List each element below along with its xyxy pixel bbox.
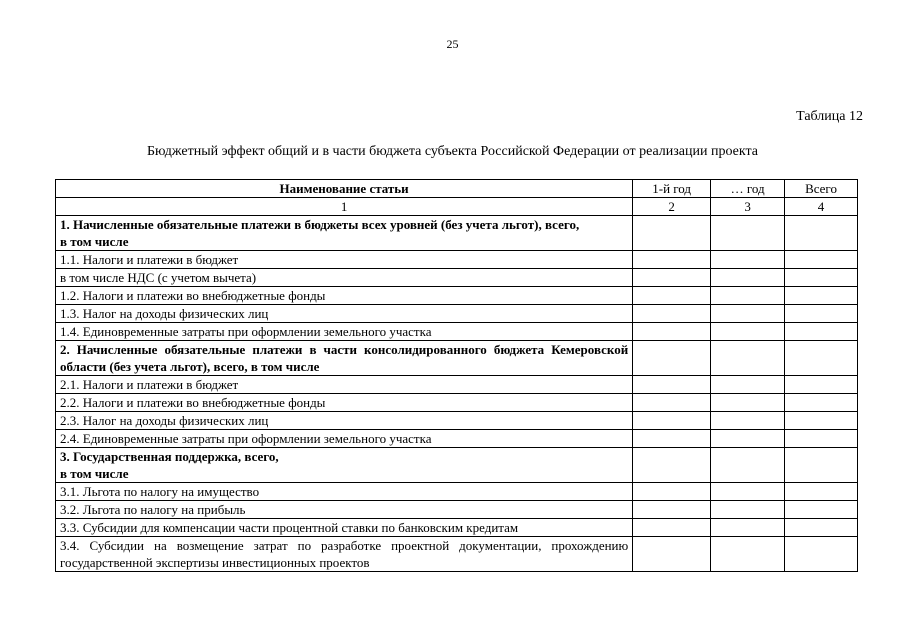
row-label: 2.4. Единовременные затраты при оформлении земельного участка bbox=[56, 430, 633, 448]
row-label: 1.3. Налог на доходы физических лиц bbox=[56, 305, 633, 323]
header-first-year: 1-й год bbox=[633, 180, 711, 198]
column-number: 1 bbox=[56, 198, 633, 216]
table-row bbox=[56, 412, 858, 430]
first-year-cell bbox=[633, 251, 711, 269]
total-cell bbox=[785, 430, 858, 448]
first-year-cell bbox=[633, 376, 711, 394]
total-cell bbox=[785, 287, 858, 305]
total-cell bbox=[785, 216, 858, 251]
year-cell bbox=[711, 519, 785, 537]
first-year-cell bbox=[633, 537, 711, 572]
first-year-cell bbox=[633, 430, 711, 448]
row-label: 3.3. Субсидии для компенсации части процентной ставки по банковским кредитам bbox=[56, 519, 633, 537]
header-year: … год bbox=[711, 180, 785, 198]
year-cell bbox=[711, 216, 785, 251]
column-number: 4 bbox=[785, 198, 858, 216]
row-label: 2.3. Налог на доходы физических лиц bbox=[56, 412, 633, 430]
header-item-name: Наименование статьи bbox=[56, 180, 633, 198]
row-label: в том числе НДС (с учетом вычета) bbox=[56, 269, 633, 287]
year-cell bbox=[711, 448, 785, 483]
column-number: 3 bbox=[711, 198, 785, 216]
column-number: 2 bbox=[633, 198, 711, 216]
table-row bbox=[56, 448, 858, 483]
row-label: 1.1. Налоги и платежи в бюджет bbox=[56, 251, 633, 269]
row-label: 3. Государственная поддержка, всего, в том числе bbox=[56, 448, 633, 483]
total-cell bbox=[785, 501, 858, 519]
table-header-row bbox=[56, 180, 858, 198]
table-row bbox=[56, 216, 858, 251]
total-cell bbox=[785, 323, 858, 341]
table-row bbox=[56, 501, 858, 519]
total-cell bbox=[785, 412, 858, 430]
year-cell bbox=[711, 394, 785, 412]
total-cell bbox=[785, 376, 858, 394]
page-number: 25 bbox=[446, 37, 459, 51]
total-cell bbox=[785, 537, 858, 572]
table-row bbox=[56, 305, 858, 323]
table-row bbox=[56, 251, 858, 269]
first-year-cell bbox=[633, 412, 711, 430]
year-cell bbox=[711, 323, 785, 341]
year-cell bbox=[711, 287, 785, 305]
row-label: 3.2. Льгота по налогу на прибыль bbox=[56, 501, 633, 519]
year-cell bbox=[711, 341, 785, 376]
year-cell bbox=[711, 269, 785, 287]
row-label: 1. Начисленные обязательные платежи в бюджеты всех уровней (без учета льгот), всего, в том числе bbox=[56, 216, 633, 251]
first-year-cell bbox=[633, 305, 711, 323]
total-cell bbox=[785, 341, 858, 376]
total-cell bbox=[785, 483, 858, 501]
year-cell bbox=[711, 430, 785, 448]
table-row bbox=[56, 341, 858, 376]
table-row bbox=[56, 269, 858, 287]
budget-effect-table bbox=[55, 179, 858, 572]
first-year-cell bbox=[633, 323, 711, 341]
total-cell bbox=[785, 305, 858, 323]
total-cell bbox=[785, 519, 858, 537]
year-cell bbox=[711, 305, 785, 323]
row-label: 3.4. Субсидии на возмещение затрат по разработке проектной документации, прохождению государственной экспертизы инвестиционных проектов bbox=[56, 537, 633, 572]
year-cell bbox=[711, 537, 785, 572]
year-cell bbox=[711, 501, 785, 519]
first-year-cell bbox=[633, 269, 711, 287]
table-row bbox=[56, 287, 858, 305]
year-cell bbox=[711, 251, 785, 269]
table-row bbox=[56, 519, 858, 537]
table-row bbox=[56, 376, 858, 394]
table-row bbox=[56, 394, 858, 412]
total-cell bbox=[785, 394, 858, 412]
table-row bbox=[56, 537, 858, 572]
table-row bbox=[56, 323, 858, 341]
total-cell bbox=[785, 251, 858, 269]
table-row bbox=[56, 430, 858, 448]
first-year-cell bbox=[633, 341, 711, 376]
row-label: 2. Начисленные обязательные платежи в части консолидированного бюджета Кемеровской области (без учета льгот), всего, в том числе bbox=[56, 341, 633, 376]
table-title: Бюджетный эффект общий и в части бюджета субъекта Российской Федерации от реализации проекта bbox=[147, 144, 758, 159]
row-label: 3.1. Льгота по налогу на имущество bbox=[56, 483, 633, 501]
first-year-cell bbox=[633, 519, 711, 537]
total-cell bbox=[785, 269, 858, 287]
table-body bbox=[56, 216, 858, 572]
year-cell bbox=[711, 376, 785, 394]
table-label: Таблица 12 bbox=[796, 109, 863, 124]
year-cell bbox=[711, 483, 785, 501]
row-label: 1.4. Единовременные затраты при оформлении земельного участка bbox=[56, 323, 633, 341]
row-label: 2.1. Налоги и платежи в бюджет bbox=[56, 376, 633, 394]
first-year-cell bbox=[633, 448, 711, 483]
row-label: 2.2. Налоги и платежи во внебюджетные фонды bbox=[56, 394, 633, 412]
first-year-cell bbox=[633, 483, 711, 501]
first-year-cell bbox=[633, 216, 711, 251]
column-number-row bbox=[56, 198, 858, 216]
first-year-cell bbox=[633, 287, 711, 305]
table-row bbox=[56, 483, 858, 501]
first-year-cell bbox=[633, 501, 711, 519]
first-year-cell bbox=[633, 394, 711, 412]
row-label: 1.2. Налоги и платежи во внебюджетные фонды bbox=[56, 287, 633, 305]
year-cell bbox=[711, 412, 785, 430]
total-cell bbox=[785, 448, 858, 483]
header-total: Всего bbox=[785, 180, 858, 198]
